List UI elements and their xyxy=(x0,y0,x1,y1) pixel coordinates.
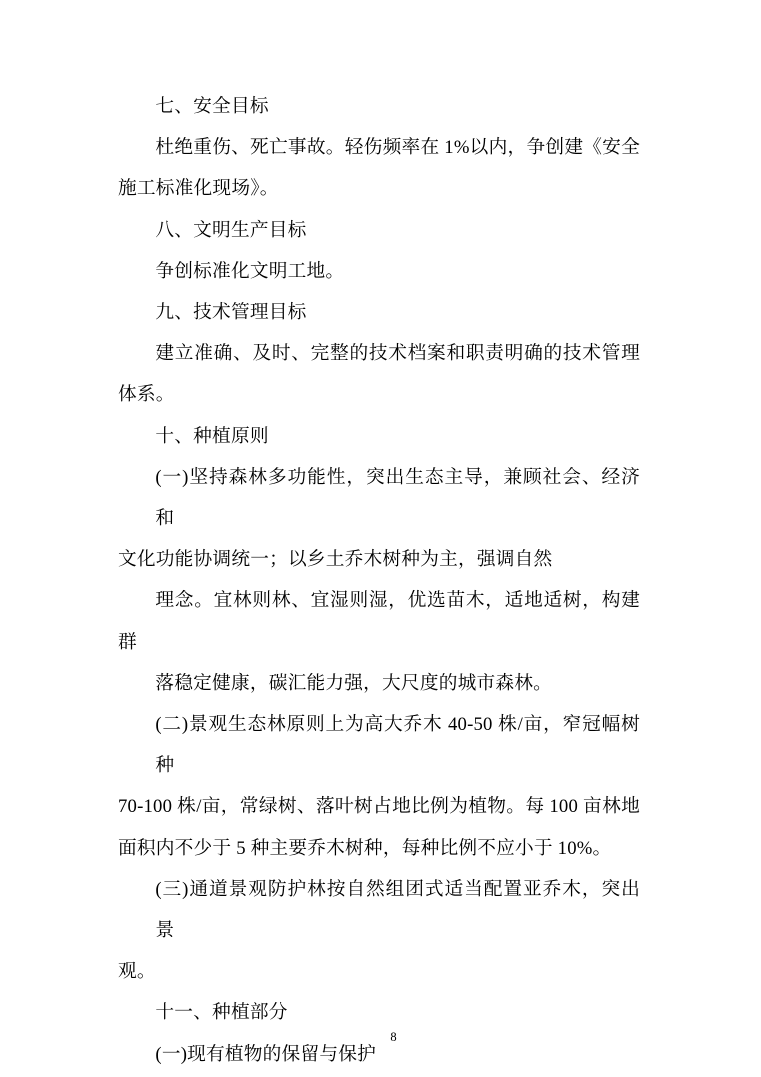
text-line: 争创标准化文明工地。 xyxy=(155,260,345,282)
document-body xyxy=(118,86,640,1075)
text-line: 体系。 xyxy=(118,384,175,406)
text-line: 文化功能协调统一；以乡土乔木树种为主，强调自然 xyxy=(118,549,553,571)
text-line: 70-100 株/亩，常绿树、落叶树占地比例为植物。每 100 亩林地 xyxy=(118,796,640,818)
text-line: 理念。宜林则林、宜湿则湿，优选苗木，适地适树，构建 xyxy=(155,590,640,612)
text-line: 十一、种植部分 xyxy=(155,1002,288,1024)
text-line: 落稳定健康，碳汇能力强，大尺度的城市森林。 xyxy=(155,672,553,694)
text-line: 施工标准化现场》。 xyxy=(118,178,279,200)
page-footer xyxy=(0,1031,761,1044)
text-line: 面积内不少于 5 种主要乔木树种，每种比例不应小于 10%。 xyxy=(118,837,612,859)
text-line: 观。 xyxy=(118,961,156,983)
page-number: 8 xyxy=(390,1030,397,1044)
text-line: (三)通道景观防护林按自然组团式适当配置亚乔木，突出景 xyxy=(155,878,640,942)
text-line: 八、文明生产目标 xyxy=(155,219,307,241)
text-line: (一)现有植物的保留与保护 xyxy=(155,1043,376,1065)
text-line: 杜绝重伤、死亡事故。轻伤频率在 1%以内，争创建《安全 xyxy=(155,137,640,159)
text-line: (一)坚持森林多功能性，突出生态主导，兼顾社会、经济和 xyxy=(155,466,640,530)
text-line: (二)景观生态林原则上为高大乔木 40-50 株/亩，窄冠幅树种 xyxy=(155,714,640,777)
text-line: 七、安全目标 xyxy=(155,96,269,117)
text-line: 十、种植原则 xyxy=(155,425,269,447)
text-line: 九、技术管理目标 xyxy=(155,302,307,324)
text-line: 建立准确、及时、完整的技术档案和职责明确的技术管理 xyxy=(155,343,640,365)
text-line: 群 xyxy=(118,631,137,653)
